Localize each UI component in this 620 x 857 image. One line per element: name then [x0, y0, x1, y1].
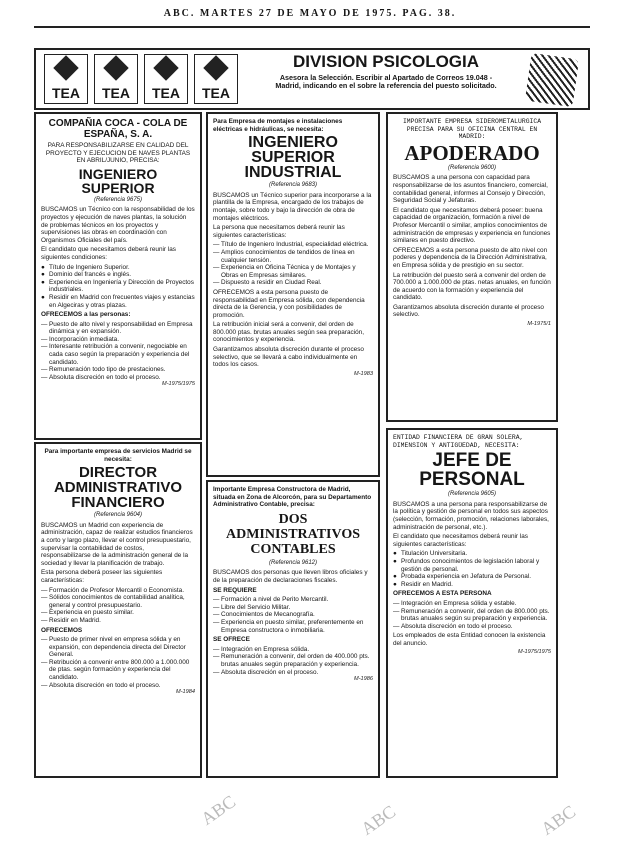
list-item: — Formación de Profesor Mercantil o Economista. — [41, 587, 195, 595]
job-ref: (Referencia 9600) — [447, 164, 497, 171]
req-intro: Esta persona deberá poseer las siguientes características: — [41, 569, 163, 584]
ad-intro: PARA RESPONSABILIZARSE EN CALIDAD DEL PROYECTO Y EJECUCION DE NAVES PLANTAS EN ABRIL/JUNIO, PRECISA: — [45, 142, 191, 165]
list-item: — Incorporación inmediata. — [41, 336, 195, 344]
job-ref: (Referencia 9675) — [93, 196, 143, 203]
list-item: — Formación a nivel de Perito Mercantil. — [213, 596, 373, 604]
tea-logo: TEA — [94, 54, 138, 104]
job-title: INGENIERO SUPERIOR INDUSTRIAL — [244, 134, 342, 182]
offer-title: SE OFRECE — [213, 636, 250, 644]
abc-watermark: ABC — [537, 801, 580, 839]
offer-text: OFRECEMOS a esta persona puesto de alto nivel con poderes y dependencia de la Dirección Administrativa, en Empresa sólida y de prestigio en su sector. — [393, 246, 548, 269]
job-ref: (Referencia 9605) — [447, 491, 497, 498]
candidate-text: El candidato que necesitamos deberá poseer: buena capacidad de organización, formación a nivel de Profesor Mercantil o similar, amplios conocimientos de administración de empresas y experiencia en funciones similares en puesto directivo. — [393, 206, 551, 245]
ad-intro: Importante Empresa Constructora de Madrid, situada en Zona de Alcorcón, para su Departamento Administrativo Contable, precisa: — [213, 486, 372, 509]
list-item: ● Probada experiencia en Jefatura de Personal. — [393, 573, 551, 581]
list-item: — Interesante retribución a convenir, negociable en cada caso según la preparación y experiencia del candidato. — [41, 343, 195, 366]
ad-signature: M-1983 — [354, 370, 373, 377]
cube-icon — [525, 53, 579, 107]
list-item: — Absoluta discreción en todo el proceso. — [393, 623, 551, 631]
diamond-icon — [153, 55, 178, 80]
offer-title: OFRECEMOS — [41, 626, 83, 634]
tea-logo: TEA — [194, 54, 238, 104]
ad-ingeniero-industrial — [206, 112, 380, 477]
list-item: ● Residir en Madrid con frecuentes viajes y estancias en Algeciras y otras plazas. — [41, 294, 195, 309]
ad-body: BUSCAMOS un Madrid con experiencia de administración, capaz de realizar estudios financieros a corto y largo plazo, llevar el control presupuestario, supervisar la contabilidad de costos, responsabilizarse de la administración general de la sociedad y llevar la planificación de trabajo. — [41, 521, 193, 567]
tea-banner — [34, 48, 590, 110]
list-item: ● Experiencia en Ingeniería y Dirección de Proyectos industriales. — [41, 279, 195, 294]
list-item: ● Titulación Universitaria. — [393, 550, 551, 558]
ad-body: BUSCAMOS un Técnico con la responsabilidad de los proyectos y ejecución de naves plantas, la solución de problemas técnicos en los proyectos y supervisiones las obras en coordinación con Organismos Oficiales del país. — [41, 206, 195, 244]
ad-intro: Para Empresa de montajes e instalaciones eléctricas e hidráulicas, se necesita: — [213, 118, 343, 133]
ad-jefe-personal — [386, 428, 558, 778]
ad-signature: M-1984 — [176, 689, 195, 696]
list-item: — Integración en Empresa sólida y estable. — [393, 600, 551, 608]
ad-signature: M-1975/1 — [527, 321, 551, 328]
list-item: ● Residir en Madrid. — [393, 581, 551, 589]
offer-title: OFRECEMOS a las personas: — [41, 311, 131, 319]
list-item: — Retribución a convenir entre 800.000 a 1.000.000 de ptas. según formación y experiencia del candidato. — [41, 659, 195, 682]
diamond-icon — [53, 55, 78, 80]
list-item: — Absoluta discreción en el proceso. — [213, 669, 373, 677]
abc-watermark: ABC — [197, 791, 240, 829]
list-item: ● Título de Ingeniero Superior. — [41, 264, 195, 272]
req-title: SE REQUIERE — [213, 586, 257, 594]
diamond-icon — [203, 55, 228, 80]
abc-watermark: ABC — [357, 801, 400, 839]
list-item: — Puesto de alto nivel y responsabilidad en Empresa dinámica y en expansión. — [41, 321, 195, 336]
division-title: DIVISION PSICOLOGIA — [292, 52, 480, 71]
list-item: — Sólidos conocimientos de contabilidad analítica, general y control presupuestario. — [41, 594, 195, 609]
ad-intro: Para importante empresa de servicios Madrid se necesita: — [44, 448, 192, 463]
offer-title: OFRECEMOS A ESTA PERSONA — [393, 590, 492, 598]
header-rule — [34, 26, 590, 28]
list-item: — Residir en Madrid. — [41, 617, 195, 625]
list-item: — Remuneración a convenir, del orden de 800.000 pts. brutas anuales según su preparación y experiencia. — [393, 608, 551, 623]
ad-apoderado — [386, 112, 558, 422]
list-item: — Experiencia en puesto similar, preferentemente en Empresa constructora o inmobiliaria. — [213, 619, 373, 634]
page-header: ABC. MARTES 27 DE MAYO DE 1975. PAG. 38. — [163, 8, 457, 19]
list-item: — Remuneración todo tipo de prestaciones. — [41, 366, 195, 374]
list-item: — Absoluta discreción en todo el proceso. — [41, 374, 195, 382]
req-intro: La persona que necesitamos deberá reunir las siguientes características: — [213, 224, 345, 239]
ad-coca-cola — [34, 112, 202, 440]
req-intro: El candidato que necesitamos deberá reunir las siguientes condiciones: — [41, 246, 176, 261]
list-item: ● Dominio del francés e inglés. — [41, 271, 195, 279]
closing-text: Los empleados de esta Entidad conocen la existencia del anuncio. — [393, 632, 546, 647]
job-ref: (Referencia 9612) — [268, 559, 318, 566]
ad-body: BUSCAMOS a una persona para responsabilizarse de la política y gestión de personal en todos sus aspectos (selección, formación, promoción, relaciones laborales, administración de personal, etc.). — [393, 500, 549, 531]
ad-administrativos-contables — [206, 480, 380, 778]
job-title: DIRECTOR ADMINISTRATIVO FINANCIERO — [53, 464, 183, 512]
list-item: — Puesto de primer nivel en empresa sólida y en expansión, con dependencia directa del Director General. — [41, 636, 195, 659]
ad-signature: M-1975/1975 — [162, 381, 195, 388]
list-item: — Dispuesto a residir en Ciudad Real. — [213, 279, 373, 287]
list-item: — Experiencia en puesto similar. — [41, 609, 195, 617]
list-item: — Amplios conocimientos de tendidos de línea en cualquier tensión. — [213, 249, 373, 264]
job-title: INGENIERO SUPERIOR — [78, 165, 158, 196]
list-item: — Libre del Servicio Militar. — [213, 604, 373, 612]
offer-text: OFRECEMOS a esta persona puesto de responsabilidad en Empresa sólida, con dependencia directa de la Gerencia, y con posibilidades de promoción. — [213, 288, 365, 319]
list-item: — Remuneración a convenir, del orden de 400.000 pts. brutas anuales según preparación y experiencia. — [213, 653, 373, 668]
pay-text: La retribución inicial será a convenir, del orden de 800.000 ptas. brutas anuales según sea preparación, conocimientos y experiencia. — [213, 321, 364, 344]
ad-body: BUSCAMOS dos personas que lleven libros oficiales y de la preparación de declaraciones fiscales. — [213, 569, 368, 584]
job-title: APODERADO — [404, 140, 540, 165]
discretion-text: Garantizamos absoluta discreción durante el proceso selectivo, que se llevará a cabo individualmente en todos los casos. — [213, 346, 364, 369]
list-item: — Integración en Empresa sólida. — [213, 646, 373, 654]
job-ref: (Referencia 9604) — [93, 512, 143, 519]
req-intro: El candidato que necesitamos deberá reunir las siguientes características: — [393, 533, 528, 548]
diamond-icon — [103, 55, 128, 80]
ad-intro: ENTIDAD FINANCIERA DE GRAN SOLERA, DIMENSION Y ANTIGÜEDAD, NECESITA: — [393, 434, 524, 449]
ad-body: BUSCAMOS a una persona con capacidad para responsabilizarse de los asuntos financiero, comercial, contabilidad general, informes al Consejo y Dirección, Seguridad Social y Jefaturas. — [393, 174, 548, 205]
ad-intro: IMPORTANTE EMPRESA SIDEROMETALURGICA PRECISA PARA SU OFICINA CENTRAL EN MADRID: — [402, 118, 542, 141]
tea-logo: TEA — [144, 54, 188, 104]
job-ref: (Referencia 9683) — [268, 182, 318, 189]
pay-text: La retribución del puesto será a convenir del orden de 700.000 a 1.000.000 de ptas. netas anuales, en función de acuerdo con la formación y experiencia del candidato. — [393, 271, 551, 302]
job-title: DOS ADMINISTRATIVOS CONTABLES — [225, 511, 361, 557]
ad-body: BUSCAMOS un Técnico superior para incorporarse a la plantilla de la Empresa, encargado de los trabajos de montaje, sobre todo y bajo la dirección de obra de montajes eléctricos. — [213, 191, 372, 222]
list-item: — Absoluta discreción en todo el proceso. — [41, 682, 195, 690]
ad-signature: M-1986 — [354, 676, 373, 683]
division-text: Asesora la Selección. Escribir al Apartado de Correos 19.048 - Madrid, indicando en el sobre la referencia del puesto solicitado. — [275, 73, 497, 90]
list-item: — Experiencia en Oficina Técnica y de Montajes y Obras en Empresas similares. — [213, 264, 373, 279]
ad-signature: M-1975/1975 — [518, 649, 551, 656]
job-title: JEFE DE PERSONAL — [419, 450, 525, 491]
list-item: — Título de Ingeniero Industrial, especialidad eléctrica. — [213, 241, 373, 249]
company-name: COMPAÑIA COCA - COLA DE ESPAÑA, S. A. — [48, 118, 188, 140]
list-item: — Conocimientos de Mecanografía. — [213, 611, 373, 619]
tea-logo: TEA — [44, 54, 88, 104]
list-item: ● Profundos conocimientos de legislación laboral y gestión de personal. — [393, 558, 551, 573]
discretion-text: Garantizamos absoluta discreción durante el proceso selectivo. — [393, 303, 544, 319]
ad-director-administrativo — [34, 442, 202, 778]
